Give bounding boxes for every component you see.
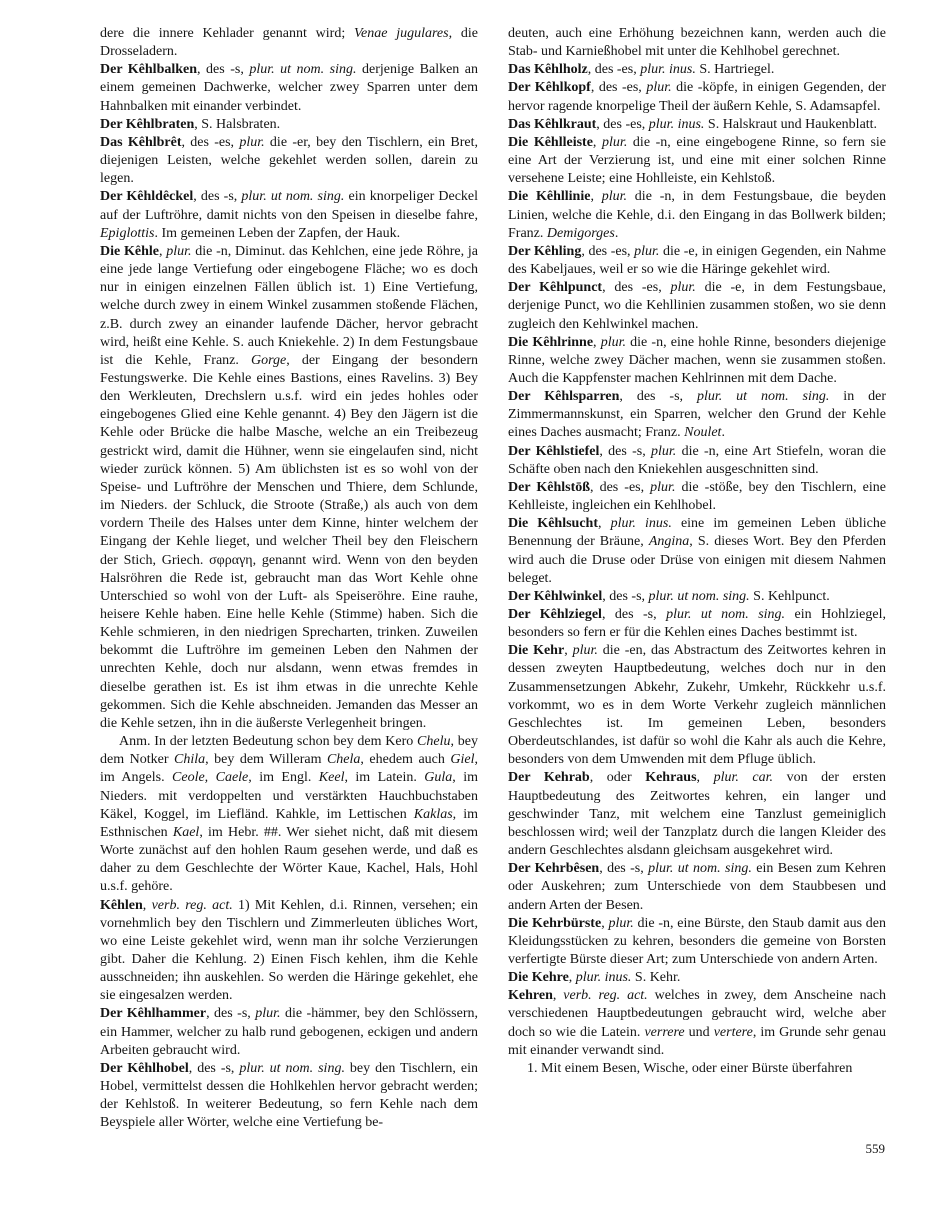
entry-text: derjenige Balken an einem gemeinen Dachwerke, welcher zwey Sparren unter dem Hahnbalken mit einander verbindet. xyxy=(100,62,479,114)
headword: Der Kêhlziegel xyxy=(508,607,602,622)
dictionary-entry xyxy=(508,188,886,242)
entry-text: die -n, in dem Festungsbaue, die beyden Linien, welche die Kehle, d.i. den Eingang in das Bollwerk bilden; Franz. xyxy=(508,189,886,241)
headword: Der Kêhlpunct xyxy=(508,280,603,296)
dictionary-entry xyxy=(508,588,886,606)
left-column xyxy=(100,25,478,1133)
latin-or-grammar-label: plur. ut nom. sing. xyxy=(239,1060,345,1076)
entry-text: , xyxy=(598,516,611,532)
entry-text: , im Nieders. mit verdoppelten und verstärkten Hauchbuchstaben Käkel, Koggel, im Liefländ. Kahkle, im Lettischen xyxy=(100,770,478,822)
entry-text: bey den Tischlern, ein Hobel, vermittelst dessen die Hohlkehlen hervor gebracht werden; der Kehlstoß. In weiterer Bedeutung, so fern Kehle nach dem Beyspiele aller Wörter, welche eine Vertiefung be- xyxy=(100,1060,478,1131)
latin-or-grammar-label: verb. reg. act. xyxy=(151,897,233,913)
dictionary-entry xyxy=(508,642,886,769)
entry-text: und xyxy=(684,1024,714,1040)
latin-or-grammar-label: Gorge xyxy=(250,352,287,368)
entry-text: , die Drosseladern. xyxy=(100,26,478,60)
entry-text: welches in zwey, dem Anscheine nach verschiedenen Hauptbedeutungen gebraucht wird, welche aber doch so wie die Latein. xyxy=(508,988,887,1040)
latin-or-grammar-label: Gula xyxy=(424,770,453,786)
entry-text: die -n, eine hohle Rinne, besonders diejenige Rinne, welche zwey Dächer machen, wenn sie zusammen stoßen. Auch die Kappfenster machen Kehlrinnen mit dem Dache. xyxy=(508,334,886,386)
entry-text: , bey dem Willeram xyxy=(205,752,327,768)
entry-text: die -n, eine Bürste, den Staub damit aus den Kleidungsstücken zu kehren, besonders die gemeine von Borsten verfertigte Bürste dieser Art; zum Unterschiede von andern Arten. xyxy=(508,915,887,967)
entry-text: , im Esthnischen xyxy=(100,806,479,840)
entry-text: , xyxy=(142,897,152,913)
headword: Die Kêhllinie xyxy=(508,189,591,205)
latin-or-grammar-label: plur. xyxy=(572,643,598,659)
entry-text: . Im gemeinen Leben der Zapfen, der Hauk. xyxy=(154,225,401,241)
latin-or-grammar-label: vertere xyxy=(713,1024,753,1040)
entry-text: , xyxy=(696,770,714,786)
entry-text: in der Zimmermannskunst, ein Sparren, welcher den Grund der Kehle eines Daches ausmacht; Franz. xyxy=(508,389,886,441)
dictionary-entry xyxy=(100,61,478,115)
latin-or-grammar-label: Venae jugulares xyxy=(354,26,449,41)
latin-or-grammar-label: plur. inus. xyxy=(575,970,632,986)
entry-text: die -stöße, bey den Tischlern, eine Kehlleiste, ingleichen ein Kehlhobel. xyxy=(508,479,886,514)
dictionary-entry xyxy=(100,243,478,733)
latin-or-grammar-label: Keel xyxy=(318,770,345,786)
entry-text: von der ersten Hauptbedeutung des Zeitwortes kehren, ein langer und geschwinder Tanz, mit welchem eine Tanzlust gemeiniglich beschlossen wird; weil der Tanzplatz durch die langen Kleider des andern Geschlechtes alsdann gleichsam ausgekehret wird. xyxy=(508,770,886,859)
headword: Kehren xyxy=(508,988,553,1004)
latin-or-grammar-label: plur. xyxy=(670,280,696,296)
dictionary-entry xyxy=(508,279,886,333)
latin-or-grammar-label: Chelu xyxy=(417,734,451,750)
entry-text: S. Hartriegel. xyxy=(695,62,775,78)
dictionary-entry xyxy=(508,243,886,279)
headword: Die Kêhlrinne xyxy=(508,334,594,350)
dictionary-entry xyxy=(100,116,478,134)
latin-or-grammar-label: plur. ut nom. sing. xyxy=(648,861,752,877)
entry-text: , xyxy=(564,643,573,659)
dictionary-entry xyxy=(100,897,478,1006)
entry-text: , xyxy=(158,243,167,259)
entry-text: ein Besen zum Kehren oder Auskehren; zum Unterschiede von dem Staubbesen und andern Arten der Besen. xyxy=(508,861,886,913)
entry-text: , des -es, xyxy=(181,134,240,150)
headword: Der Kehrbêsen xyxy=(508,861,600,877)
entry-text: S. Kehlpunct. xyxy=(749,588,830,604)
latin-or-grammar-label: plur. inus. xyxy=(648,116,705,132)
entry-text: , bey dem Notker xyxy=(100,734,478,768)
latin-or-grammar-label: plur. xyxy=(166,243,192,259)
latin-or-grammar-label: plur. ut nom. sing. xyxy=(696,389,830,405)
entry-text: , im Angels. xyxy=(100,752,478,786)
dictionary-entry xyxy=(508,388,886,442)
latin-or-grammar-label: plur. ut nom. sing. xyxy=(249,62,357,78)
dictionary-entry xyxy=(100,25,478,61)
page-number: 559 xyxy=(865,1140,885,1156)
entry-text: , xyxy=(552,988,564,1004)
entry-text: . xyxy=(721,425,725,441)
right-column xyxy=(508,25,886,1133)
entry-text: dere die innere Kehlader genannt wird; xyxy=(100,26,355,41)
dictionary-entry xyxy=(508,987,886,1060)
headword: Der Kêhlhammer xyxy=(100,1006,207,1022)
entry-text: ein knorpeliger Deckel auf der Luftröhre, damit nichts von den Speisen in dieselbe fahre, xyxy=(100,189,479,223)
latin-or-grammar-label: Giel xyxy=(450,752,475,768)
entry-text: , des -es, xyxy=(590,479,651,495)
latin-or-grammar-label: Kael xyxy=(172,824,200,840)
dictionary-entry xyxy=(508,969,886,987)
headword: Kehraus xyxy=(645,770,697,786)
entry-text: eine im gemeinen Leben übliche Benennung der Bräune, xyxy=(508,516,887,550)
latin-or-grammar-label: plur. xyxy=(255,1006,281,1022)
latin-or-grammar-label: verrere xyxy=(644,1024,685,1040)
entry-text: die -n, eine eingebogene Rinne, so fern sie eine Art der Verzierung ist, und eine mit einer solchen Rinne versehene Leiste; eine Hohlleiste, ein Kehlstoß. xyxy=(508,134,886,187)
entry-text: deuten, auch eine Erhöhung bezeichnen kann, werden auch die Stab- und Karnießhobel mit unter die Kehlhobel gerechnet. xyxy=(508,26,886,60)
entry-text: , des -es, xyxy=(596,116,649,132)
latin-or-grammar-label: Chela xyxy=(326,752,361,768)
headword: Der Kêhldêckel xyxy=(100,189,194,205)
headword: Die Kêhle xyxy=(100,243,159,259)
entry-text: , des -s, xyxy=(599,861,649,877)
dictionary-entry xyxy=(508,116,886,134)
dictionary-entry xyxy=(508,515,886,588)
headword: Der Kehrab xyxy=(508,770,590,786)
headword: Das Kêhlholz xyxy=(508,62,588,78)
headword: Der Kêhlbalken xyxy=(100,62,198,78)
entry-text: die -e, in dem Festungsbaue, derjenige Punct, wo die Kehllinien zusammen stoßen, wo sie denn zugleich den Kehlwinkel machen. xyxy=(508,280,886,332)
entry-text: , xyxy=(593,334,601,350)
entry-text: ein Hohlziegel, besonders so fern er für die Kehlen eines Daches bestimmt ist. xyxy=(508,607,886,641)
latin-or-grammar-label: verb. reg. act. xyxy=(563,988,648,1004)
headword: Die Kehre xyxy=(508,970,569,986)
latin-or-grammar-label: Kaklas xyxy=(413,806,453,822)
headword: Die Kêhlleiste xyxy=(508,134,593,150)
headword: Der Kêhlhobel xyxy=(100,1060,189,1076)
entry-text: . xyxy=(614,225,619,241)
headword: Die Kehrbürste xyxy=(508,915,602,931)
headword: Die Kehr xyxy=(508,643,565,659)
latin-or-grammar-label: plur. xyxy=(600,334,626,350)
latin-or-grammar-label: plur. car. xyxy=(713,770,774,786)
headword: Der Kêhlwinkel xyxy=(508,588,603,604)
headword: Das Kêhlkraut xyxy=(508,116,597,132)
headword: Kêhlen xyxy=(100,897,143,913)
headword: Das Kêhlbrêt xyxy=(100,134,182,150)
entry-text: die -en, das Abstractum des Zeitwortes kehren in dessen zweyten Hauptbedeutung, welches doch nur in den Zusammensetzungen Abkehr, Zukehr, Umkehr, Rückkehr u.s.f. vorkommt, wo es in dem Worte Verkehr zugleich männlichen Geschlechtes ist. Im gemeinen Leben, besonders Oberdeutschlandes, ist dafür so wohl die Kahr als auch die Kehre, besonders von dem Umwenden mit dem Pfluge üblich. xyxy=(508,643,886,768)
entry-text: , des -s, xyxy=(601,607,667,622)
dictionary-entry xyxy=(508,334,886,388)
entry-text: die -n, Diminut. das Kehlchen, eine jede Röhre, ja eine jede lange Vertiefung oder eingebogene Fläche; wo es doch nur in einigen einzelnen Fällen üblich ist. 1) Eine Vertiefung, welche durch zwey in einem Winkel zusammen stoßende Flächen, z.B. durch zwey an einander laufende Dächer, hervor gebracht wird, heißt eine Kehle. S. auch Kniekehle. 2) In dem Festungsbaue ist die Kehle, Franz. xyxy=(100,243,478,368)
dictionary-entry xyxy=(100,1005,478,1059)
latin-or-grammar-label: plur. ut nom. sing. xyxy=(241,189,345,205)
entry-text: , ehedem auch xyxy=(360,752,451,768)
latin-or-grammar-label: Epiglottis xyxy=(100,225,155,241)
entry-text: die -e, in einigen Gegenden, ein Nahme des Kabeljaues, weil er so wie die Häringe gekehlet wird. xyxy=(508,243,886,278)
headword: Der Kêhlstōß xyxy=(508,479,591,495)
headword: Die Kêhlsucht xyxy=(508,516,598,532)
entry-text: Anm. In der letzten Bedeutung schon bey dem Kero xyxy=(119,734,418,750)
entry-text: , im Latein. xyxy=(344,770,425,786)
entry-text: S. Kehr. xyxy=(631,970,681,986)
entry-text: , des -es, xyxy=(581,243,635,259)
entry-text: , des -s, xyxy=(193,189,242,205)
latin-or-grammar-label: Chila xyxy=(173,752,206,768)
dictionary-entry xyxy=(100,1060,478,1133)
latin-or-grammar-label: plur. ut nom. sing. xyxy=(648,588,750,604)
headword: Der Kêhlkopf xyxy=(508,80,591,96)
dictionary-entry xyxy=(508,1060,886,1078)
dictionary-entry xyxy=(508,79,886,115)
entry-text: 1. Mit einem Besen, Wische, oder einer Bürste überfahren xyxy=(527,1060,853,1076)
entry-text: , im Engl. xyxy=(248,770,319,786)
entry-text: die -köpfe, in einigen Gegenden, der hervor ragende knorpelige Theil der äußern Kehle, S. Adamsapfel. xyxy=(508,80,886,114)
entry-text: , der Eingang der besondern Festungswerke. Die Kehle eines Bastions, eines Ravelins. 3) Bey den Werkleuten, Drechslern u.s.f. wird ein jedes hohles oder eingebogenes Glied eine Kehle genannt. 4) Bey den Jägern ist die Kehle oder Brücke die halbe Masche, welche an ein Treibezeug gestrickt wird, damit die Hühner, wenn sie eingelaufen sind, nicht wieder zurück können. 5) Am üblichsten ist es so wohl von der Speise- und Luftröhre der Menschen und Thiere, dem Schlunde, im Nieders. der Schluck, die Stroote (Straße,) als auch von dem vordern Theile des Halses unter dem Kinne, hinter welchem der Eingang der Kehle lieget, und welcher Theil bey den Fleischern der Stich, Griech. σφραγη, genannt wird. Wenn von den beyden Halsröhren die Rede ist, gebraucht man das Wort Kehle ohne Unterschied so wohl von der Luft- als Speiseröhre. Eine rauhe, heisere Kehle haben. Eine helle Kehle (Stimme) haben. Sich die Kehle schmieren, in den niedrigen Sprecharten, trinken. Zuweilen bekommt die Luftröhre im gemeinen Leben den Nahmen der unrechten Kehle, doch nur alsdann, wenn etwas fremdes in dieselbe gerathen ist. Es ist ihm etwas in die unrechte Kehle gekommen. Sich die Kehle abschneiden. Jemanden das Messer an die Kehle setzen, ihn in die äußerste Verlegenheit bringen. xyxy=(100,352,478,731)
entry-text: , des -es, xyxy=(590,80,647,96)
entry-text: , des -s, xyxy=(206,1006,256,1022)
dictionary-entry xyxy=(100,733,478,896)
latin-or-grammar-label: plur. xyxy=(650,479,676,495)
entry-text: , des -s, xyxy=(197,62,250,78)
headword: Der Kêhlbraten xyxy=(100,116,195,132)
dictionary-entry xyxy=(508,769,886,860)
latin-or-grammar-label: plur. xyxy=(651,443,677,459)
dictionary-entry xyxy=(508,25,886,61)
entry-text: , xyxy=(592,134,603,150)
entry-text: S. Halskraut und Haukenblatt. xyxy=(704,116,878,132)
latin-or-grammar-label: Noulet xyxy=(684,425,722,441)
two-column-layout xyxy=(100,25,886,1133)
dictionary-entry xyxy=(100,134,478,188)
entry-text: , des -s, xyxy=(599,443,652,459)
entry-text: die -n, eine Art Stiefeln, woran die Schäfte oben nach den Kniekehlen ausgeschnitten sind. xyxy=(508,443,886,477)
dictionary-entry xyxy=(508,606,886,642)
latin-or-grammar-label: Angina xyxy=(648,534,690,550)
headword: Der Kêhling xyxy=(508,243,582,259)
entry-text: , S. Halsbraten. xyxy=(194,116,281,132)
entry-text: , im Grunde sehr genau mit einander verwandt sind. xyxy=(508,1024,886,1058)
entry-text: , oder xyxy=(589,770,646,786)
latin-or-grammar-label: plur. inus. xyxy=(610,516,672,532)
latin-or-grammar-label: plur. ut nom. sing. xyxy=(666,607,786,622)
dictionary-entry xyxy=(508,443,886,479)
latin-or-grammar-label: Demigorges xyxy=(546,225,615,241)
latin-or-grammar-label: plur. xyxy=(634,243,660,259)
dictionary-entry xyxy=(508,860,886,914)
latin-or-grammar-label: plur. inus. xyxy=(640,62,696,78)
dictionary-entry xyxy=(508,479,886,515)
entry-text: , xyxy=(601,915,609,931)
dictionary-entry xyxy=(508,61,886,79)
entry-text: die -er, bey den Tischlern, ein Bret, diejenigen Leisten, welche gekehlet werden sollen, darein zu legen. xyxy=(100,134,478,187)
entry-text: , des -s, xyxy=(619,389,697,405)
headword: Der Kêhlstiefel xyxy=(508,443,600,459)
dictionary-entry xyxy=(508,915,886,969)
entry-text: , des -es, xyxy=(602,280,671,296)
entry-text: , des -s, xyxy=(188,1060,240,1076)
entry-text: , des -es, xyxy=(587,62,641,78)
entry-text: die -hämmer, bey den Schlössern, ein Hammer, welcher zu halb rund gebogenen, eckigen und andern Arbeiten gebraucht wird. xyxy=(100,1006,478,1058)
latin-or-grammar-label: Ceole, Caele xyxy=(172,770,249,786)
entry-text: 1) Mit Kehlen, d.i. Rinnen, versehen; ein vornehmlich bey den Tischlern und Zimmerleuten übliches Wort, wo eine Leiste gekehlet wird, wenn man ihr solche Verzierungen gibt. Daher die Kehlung. 2) Einen Fisch kehlen, ihm die Kehle ausschneiden; ihn auskehlen. So werden die Häringe gekehlet, ehe sie eingesalzen werden. xyxy=(100,897,479,1004)
latin-or-grammar-label: plur. xyxy=(602,134,628,150)
latin-or-grammar-label: plur. xyxy=(601,189,628,205)
dictionary-entry xyxy=(100,188,478,242)
latin-or-grammar-label: plur. xyxy=(239,134,265,150)
entry-text: , xyxy=(568,970,576,986)
headword: Der Kêhlsparren xyxy=(508,389,620,405)
entry-text: , xyxy=(590,189,602,205)
entry-text: , im Hebr. ##. Wer siehet nicht, daß mit diesem Worte zunächst auf den hohlen Raum gesehen werde, und daß es daher zu dem Geschlechte der Wörter Kaue, Kachel, Hals, Hohl u.s.f. gehöre. xyxy=(100,824,478,895)
entry-text: , des -s, xyxy=(602,588,649,604)
latin-or-grammar-label: plur. xyxy=(646,80,672,96)
latin-or-grammar-label: plur. xyxy=(608,915,634,931)
entry-text: , S. dieses Wort. Bey den Pferden wird auch die Druse oder Drüse von einigen mit diesem Nahmen beleget. xyxy=(508,534,886,586)
dictionary-entry xyxy=(508,134,886,188)
